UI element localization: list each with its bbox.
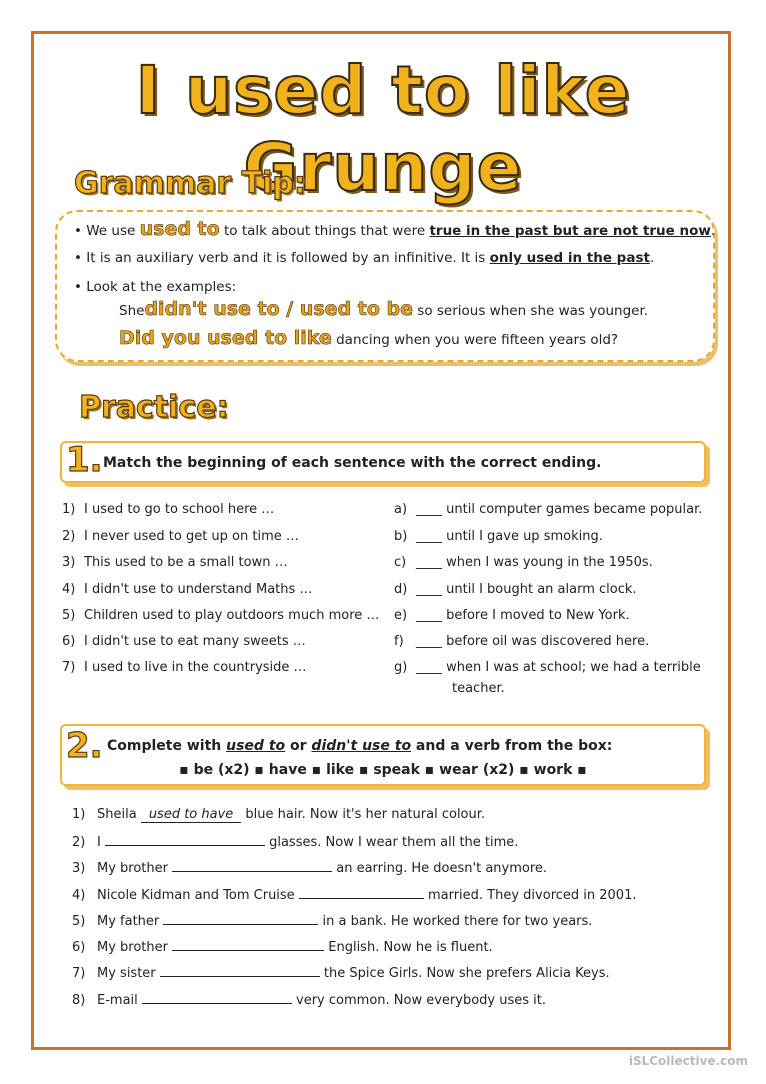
item-subject: Sheila [97,807,141,822]
item-subject: My sister [97,966,160,981]
gap-fill-item [72,859,547,876]
tip-line-2 [74,250,654,266]
example-2 [119,327,618,349]
item-rest: in a bank. He worked there for two years. [318,914,593,929]
item-text: I never used to get up on time … [84,529,299,544]
match-beginning [62,608,379,623]
item-text: I used to live in the countryside … [84,660,307,675]
example-text: She [119,303,145,319]
item-letter: b) [394,529,408,544]
match-beginning [62,634,306,649]
item-text: This used to be a small town … [84,555,288,570]
answer-blank[interactable] [163,912,318,925]
match-ending[interactable] [394,529,603,544]
item-number: 8) [72,993,86,1008]
worksheet-title: I used to like Grunge [135,52,631,206]
item-subject: My brother [97,861,173,876]
answer-blank[interactable] [105,833,265,846]
answer-blank[interactable] [172,938,324,951]
match-beginning [62,529,299,544]
grammar-tip-heading: Grammar Tip: [74,166,306,201]
match-ending[interactable] [394,555,653,570]
gap-fill-item [72,833,518,850]
match-beginning [62,555,288,570]
item-text: Children used to play outdoors much more … [84,608,380,623]
item-text: I didn't use to understand Maths … [84,582,313,597]
item-letter: c) [394,555,407,570]
verb-box: ▪ be (x2) ▪ have ▪ like ▪ speak ▪ wear (x2) ▪ work ▪ [179,762,587,778]
item-text: ____ until computer games became popular. [416,502,703,517]
example-1 [119,298,648,320]
tip-text: to talk about things that were [219,223,430,239]
tip-line-1 [74,218,715,240]
item-text: I didn't use to eat many sweets … [84,634,306,649]
item-number: 3) [72,861,86,876]
answer-blank[interactable] [299,886,424,899]
gap-fill-item [72,964,610,981]
match-beginning [62,660,307,675]
item-number: 4) [72,888,86,903]
instruction-keyword: used to [226,738,286,754]
tip-underline: true in the past but are not true now [429,223,711,239]
item-number: 3) [62,555,76,570]
item-rest: an earring. He doesn't anymore. [332,861,548,876]
example-highlight: Did you used to like [119,327,332,349]
gap-fill-item [72,991,546,1008]
item-text: ____ before I moved to New York. [416,608,630,623]
item-letter: g) [394,660,408,675]
item-rest: English. Now he is fluent. [324,940,493,955]
exercise-1-number: 1. [66,440,103,480]
answer-blank[interactable] [172,859,332,872]
match-beginning [62,502,274,517]
item-text: ____ until I gave up smoking. [416,529,603,544]
match-ending[interactable] [394,634,649,649]
item-subject: I [97,835,105,850]
tip-line-3: • Look at the examples: [74,279,237,295]
exercise-1-instruction: Match the beginning of each sentence with the correct ending. [103,455,602,471]
instruction-text: Complete with [107,738,227,754]
answer-blank[interactable] [160,964,320,977]
tip-highlight: used to [139,218,220,240]
item-number: 1) [72,807,86,822]
item-number: 2) [72,835,86,850]
match-ending[interactable] [394,502,702,517]
match-beginning [62,582,312,597]
watermark: iSLCollective.com [628,1054,748,1068]
instruction-keyword: didn't use to [311,738,412,754]
item-text: I used to go to school here … [84,502,275,517]
match-ending[interactable] [394,608,630,623]
instruction-text: and a verb from the box: [411,738,613,754]
exercise-2-number: 2. [66,726,103,766]
instruction-text: or [285,738,312,754]
exercise-2-instruction [107,738,612,754]
item-rest: very common. Now everybody uses it. [291,993,546,1008]
item-letter: f) [394,634,404,649]
item-rest: glasses. Now I wear them all the time. [264,835,519,850]
example-text: so serious when she was younger. [413,303,649,319]
tip-text: • It is an auxiliary verb and it is followed by an infinitive. It is [74,250,490,266]
item-text: ____ when I was at school; we had a terrible [416,660,701,675]
item-number: 2) [62,529,76,544]
tip-underline: only used in the past [489,250,650,266]
answer-blank[interactable] [142,991,292,1004]
tip-text: . [649,250,655,266]
item-text: ____ when I was young in the 1950s. [416,555,653,570]
item-number: 6) [62,634,76,649]
gap-fill-item [72,807,485,823]
item-letter: d) [394,582,408,597]
item-number: 1) [62,502,76,517]
item-letter: a) [394,502,408,517]
item-rest: the Spice Girls. Now she prefers Alicia Keys. [319,966,610,981]
gap-fill-item [72,912,592,929]
item-text: ____ until I bought an alarm clock. [416,582,637,597]
gap-fill-item [72,886,636,903]
match-ending[interactable] [394,660,701,675]
item-subject: Nicole Kidman and Tom Cruise [97,888,299,903]
match-ending[interactable] [394,582,637,597]
item-subject: My father [97,914,164,929]
item-rest: married. They divorced in 2001. [423,888,637,903]
item-text: ____ before oil was discovered here. [416,634,650,649]
tip-text: . [710,223,716,239]
answer-blank[interactable]: used to have [141,807,241,823]
item-subject: My brother [97,940,173,955]
example-text: dancing when you were fifteen years old? [331,332,619,348]
practice-heading: Practice: [79,390,229,425]
item-number: 5) [72,914,86,929]
item-subject: E-mail [97,993,142,1008]
tip-text: • We use [74,223,140,239]
item-number: 7) [72,966,86,981]
item-rest: blue hair. Now it's her natural colour. [241,807,486,822]
item-number: 7) [62,660,76,675]
item-letter: e) [394,608,408,623]
gap-fill-item [72,938,493,955]
example-highlight: didn't use to / used to be [144,298,414,320]
item-number: 4) [62,582,76,597]
item-number: 6) [72,940,86,955]
match-ending-continuation: teacher. [452,681,505,696]
item-number: 5) [62,608,76,623]
